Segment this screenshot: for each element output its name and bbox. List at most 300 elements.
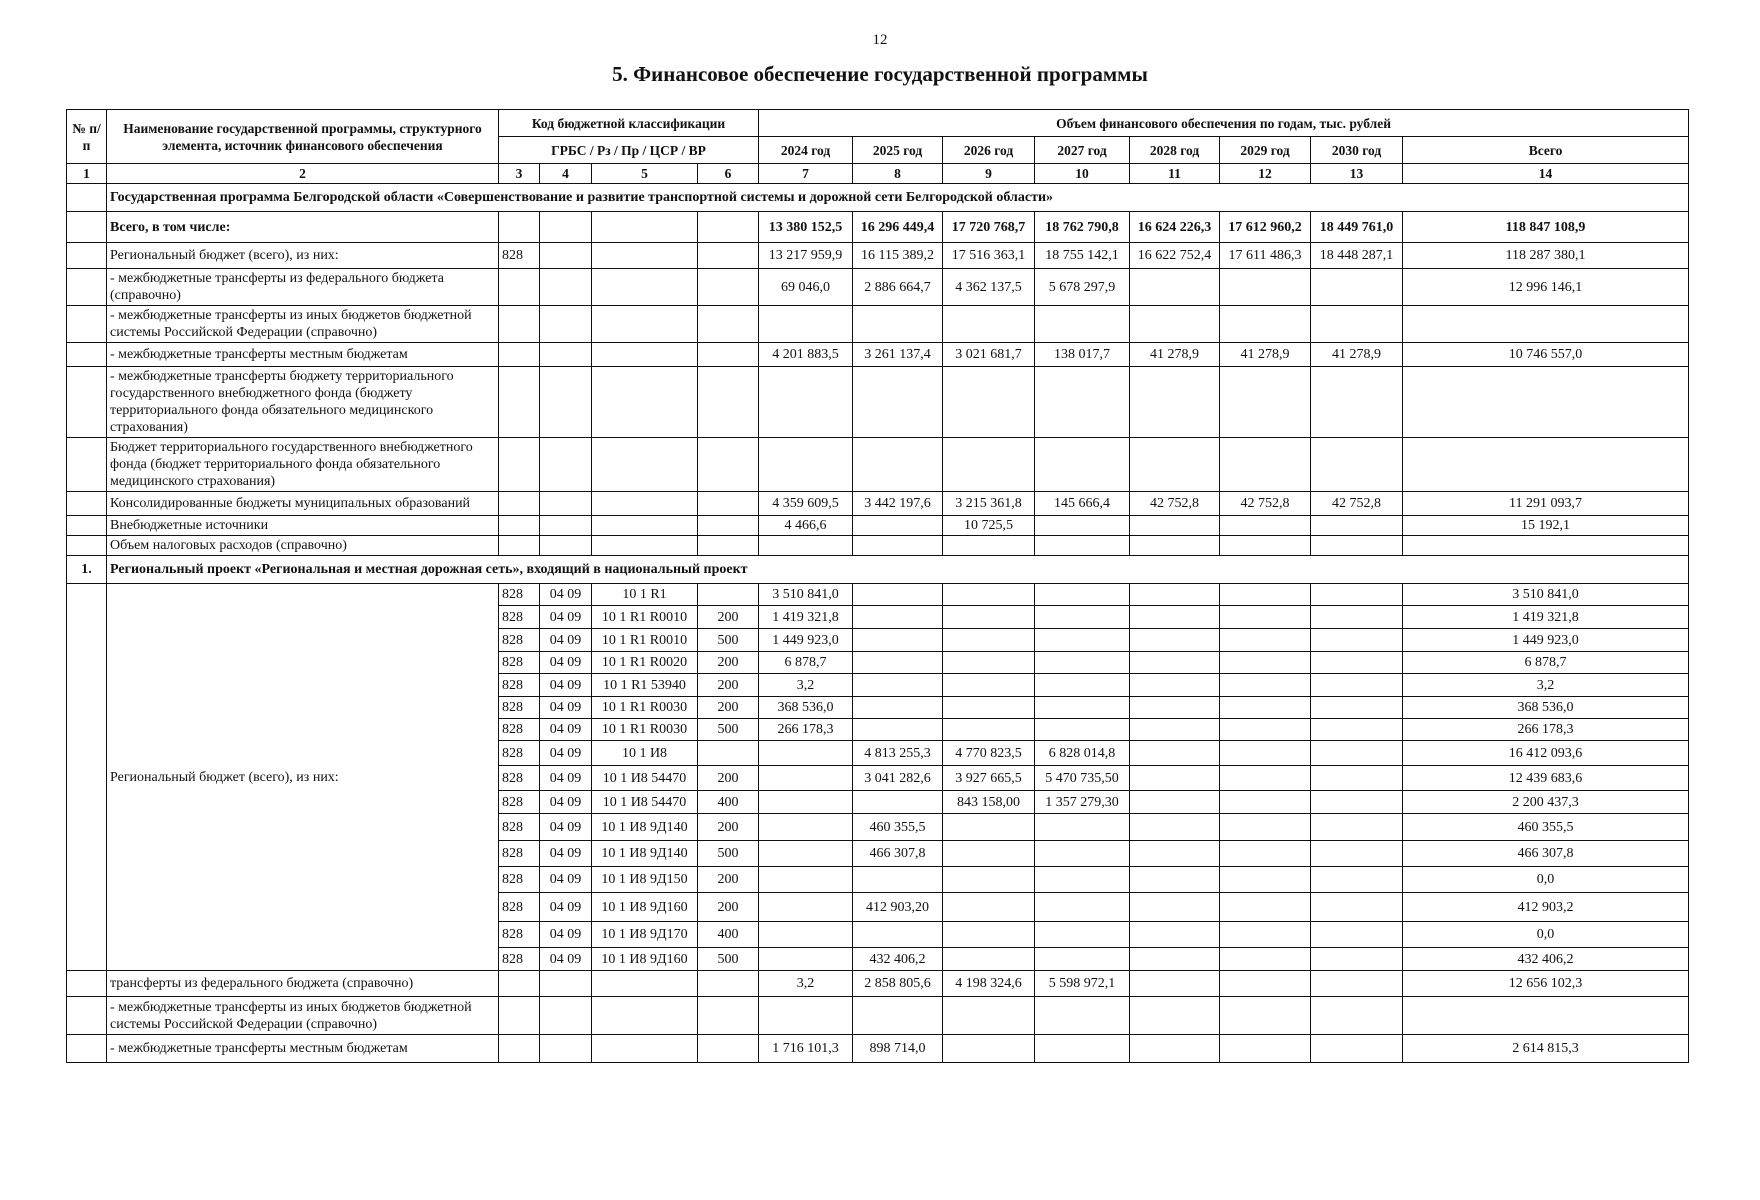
year-value-cell [1130,516,1220,536]
grbs-cell [499,269,540,306]
row-name: Консолидированные бюджеты муниципальных образований [107,492,499,516]
csr-cell: 10 1 R1 R0010 [592,606,698,629]
total-cell [1403,438,1689,492]
year-value-cell: 16 622 752,4 [1130,243,1220,269]
grbs-cell: 828 [499,674,540,697]
year-value-cell [853,997,943,1035]
csr-cell: 10 1 R1 53940 [592,674,698,697]
row-number-cell [67,438,107,492]
year-value-cell [853,791,943,814]
year-value-cell [1311,306,1403,343]
column-index: 8 [853,164,943,184]
year-value-cell [1220,741,1311,766]
year-value-cell: 16 624 226,3 [1130,212,1220,243]
year-value-cell [1220,867,1311,893]
year-value-cell: 16 115 389,2 [853,243,943,269]
csr-cell: 10 1 И8 9Д170 [592,922,698,948]
rzpr-cell [540,536,592,556]
vr-cell: 200 [698,606,759,629]
year-value-cell [1130,741,1220,766]
year-value-cell: 18 448 287,1 [1311,243,1403,269]
grbs-cell [499,1035,540,1063]
year-value-cell [1130,841,1220,867]
vr-cell [698,741,759,766]
vr-cell [698,212,759,243]
year-value-cell [853,606,943,629]
year-value-cell: 5 470 735,50 [1035,766,1130,791]
year-value-cell [943,1035,1035,1063]
rzpr-cell: 04 09 [540,629,592,652]
year-value-cell: 4 466,6 [759,516,853,536]
vr-cell: 200 [698,766,759,791]
total-cell: 266 178,3 [1403,719,1689,741]
year-value-cell: 18 762 790,8 [1035,212,1130,243]
year-value-cell [943,948,1035,971]
year-value-cell: 41 278,9 [1311,343,1403,367]
total-cell: 11 291 093,7 [1403,492,1689,516]
csr-cell [592,492,698,516]
row-name: - межбюджетные трансферты из федерального бюджета (справочно) [107,269,499,306]
rzpr-cell: 04 09 [540,893,592,922]
year-value-cell [1311,893,1403,922]
total-cell: 0,0 [1403,867,1689,893]
row-name: Объем налоговых расходов (справочно) [107,536,499,556]
year-value-cell [1311,516,1403,536]
year-value-cell: 18 755 142,1 [1035,243,1130,269]
total-cell: 432 406,2 [1403,948,1689,971]
csr-cell [592,212,698,243]
total-cell: 2 614 815,3 [1403,1035,1689,1063]
row-number-cell [67,212,107,243]
year-value-cell [853,367,943,438]
csr-cell [592,536,698,556]
rzpr-cell: 04 09 [540,948,592,971]
grbs-cell: 828 [499,841,540,867]
year-value-cell [1130,814,1220,841]
total-cell: 10 746 557,0 [1403,343,1689,367]
column-index: 9 [943,164,1035,184]
year-value-cell [1220,306,1311,343]
year-value-cell [1220,697,1311,719]
csr-cell: 10 1 R1 R0020 [592,652,698,674]
year-value-cell [759,841,853,867]
year-value-cell [943,367,1035,438]
vr-cell: 500 [698,719,759,741]
year-value-cell: 69 046,0 [759,269,853,306]
header-year: 2030 год [1311,137,1403,164]
year-value-cell [1311,814,1403,841]
vr-cell [698,1035,759,1063]
year-value-cell [853,674,943,697]
year-value-cell: 3 261 137,4 [853,343,943,367]
financing-table [66,109,1689,1063]
csr-cell: 10 1 R1 R0010 [592,629,698,652]
year-value-cell [1311,536,1403,556]
total-cell: 412 903,2 [1403,893,1689,922]
csr-cell [592,343,698,367]
year-value-cell [1311,766,1403,791]
vr-cell [698,367,759,438]
project-number: 1. [67,556,107,584]
rzpr-cell: 04 09 [540,766,592,791]
year-value-cell [1130,697,1220,719]
year-value-cell [1220,438,1311,492]
year-value-cell: 1 716 101,3 [759,1035,853,1063]
total-cell: 6 878,7 [1403,652,1689,674]
year-value-cell [943,629,1035,652]
program-title-row [67,184,1689,212]
year-value-cell [759,922,853,948]
column-index: 5 [592,164,698,184]
year-value-cell [1130,867,1220,893]
year-value-cell [759,741,853,766]
total-cell: 16 412 093,6 [1403,741,1689,766]
table-row [67,243,1689,269]
year-value-cell [1035,814,1130,841]
year-value-cell: 898 714,0 [853,1035,943,1063]
table-row [67,212,1689,243]
year-value-cell [1220,841,1311,867]
total-cell: 466 307,8 [1403,841,1689,867]
table-body [67,184,1689,1063]
header-name: Наименование государственной программы, структурного элемента, источник финансового обеспечения [107,110,499,164]
year-value-cell: 843 158,00 [943,791,1035,814]
vr-cell [698,438,759,492]
total-cell [1403,997,1689,1035]
year-value-cell [1220,629,1311,652]
total-cell: 12 996 146,1 [1403,269,1689,306]
header-code-sub: ГРБС / Рз / Пр / ЦСР / ВР [499,137,759,164]
total-cell: 118 287 380,1 [1403,243,1689,269]
grbs-cell [499,971,540,997]
year-value-cell [1130,674,1220,697]
grbs-cell: 828 [499,584,540,606]
csr-cell [592,269,698,306]
year-value-cell: 17 516 363,1 [943,243,1035,269]
year-value-cell [1311,867,1403,893]
vr-cell: 200 [698,697,759,719]
year-value-cell [1311,741,1403,766]
row-name: Региональный бюджет (всего), из них: [107,243,499,269]
table-row [67,492,1689,516]
year-value-cell [1311,948,1403,971]
year-value-cell [943,922,1035,948]
grbs-cell: 828 [499,867,540,893]
csr-cell: 10 1 И8 54470 [592,791,698,814]
grbs-cell [499,212,540,243]
column-index: 11 [1130,164,1220,184]
year-value-cell: 42 752,8 [1130,492,1220,516]
rzpr-cell: 04 09 [540,867,592,893]
row-name: Бюджет территориального государственного внебюджетного фонда (бюджет территориального фонда обязательного медицинского страхования) [107,438,499,492]
total-cell: 12 656 102,3 [1403,971,1689,997]
year-value-cell [1130,629,1220,652]
year-value-cell [1130,997,1220,1035]
row-number-cell [67,516,107,536]
csr-cell: 10 1 И8 [592,741,698,766]
year-value-cell: 266 178,3 [759,719,853,741]
csr-cell [592,1035,698,1063]
csr-cell: 10 1 И8 9Д140 [592,841,698,867]
year-value-cell [853,867,943,893]
year-value-cell [1311,606,1403,629]
year-value-cell [1220,948,1311,971]
column-index: 4 [540,164,592,184]
year-value-cell [1035,629,1130,652]
header-year: 2025 год [853,137,943,164]
header-code-group: Код бюджетной классификации [499,110,759,137]
vr-cell [698,343,759,367]
vr-cell [698,269,759,306]
year-value-cell [1311,584,1403,606]
year-value-cell [943,606,1035,629]
year-value-cell [759,814,853,841]
year-value-cell [1220,997,1311,1035]
table-row [67,997,1689,1035]
csr-cell [592,997,698,1035]
column-index: 1 [67,164,107,184]
year-value-cell [1035,997,1130,1035]
year-value-cell [1130,948,1220,971]
row-number-cell [67,306,107,343]
year-value-cell: 4 813 255,3 [853,741,943,766]
year-value-cell [1220,1035,1311,1063]
year-value-cell [1311,841,1403,867]
grbs-cell: 828 [499,948,540,971]
year-value-cell [759,997,853,1035]
rzpr-cell [540,438,592,492]
header-num: № п/п [67,110,107,164]
year-value-cell [943,997,1035,1035]
total-cell: 2 200 437,3 [1403,791,1689,814]
year-value-cell [1311,629,1403,652]
year-value-cell [759,867,853,893]
year-value-cell [1220,674,1311,697]
year-value-cell: 3 041 282,6 [853,766,943,791]
table-header [67,110,1689,184]
page-title: 5. Финансовое обеспечение государственной программы [612,62,1148,86]
row-number-cell [67,243,107,269]
row-number-cell [67,536,107,556]
vr-cell [698,997,759,1035]
year-value-cell [1311,997,1403,1035]
table-row [67,269,1689,306]
year-value-cell [1311,438,1403,492]
year-value-cell [1035,584,1130,606]
year-value-cell [1035,697,1130,719]
year-value-cell [1130,269,1220,306]
year-value-cell: 13 217 959,9 [759,243,853,269]
year-value-cell [1035,674,1130,697]
year-value-cell: 42 752,8 [1220,492,1311,516]
year-value-cell [1035,893,1130,922]
year-value-cell [1311,922,1403,948]
row-name: - межбюджетные трансферты бюджету территориального государственного внебюджетного фонда (бюджету территориального фонда обязательного медицинского страхования) [107,367,499,438]
grbs-cell: 828 [499,791,540,814]
project-title-row [67,556,1689,584]
year-value-cell [1035,719,1130,741]
vr-cell [698,306,759,343]
year-value-cell [853,306,943,343]
header-year: 2028 год [1130,137,1220,164]
year-value-cell [1130,536,1220,556]
year-value-cell [759,893,853,922]
rzpr-cell [540,243,592,269]
csr-cell [592,971,698,997]
year-value-cell [1220,584,1311,606]
row-number-cell [67,971,107,997]
year-value-cell [853,922,943,948]
row-number-cell [67,343,107,367]
year-value-cell [1311,367,1403,438]
table-row [67,971,1689,997]
total-cell [1403,367,1689,438]
year-value-cell [853,438,943,492]
year-value-cell [853,697,943,719]
year-value-cell [1035,841,1130,867]
total-cell [1403,306,1689,343]
year-value-cell [943,697,1035,719]
year-value-cell: 1 419 321,8 [759,606,853,629]
csr-cell: 10 1 R1 R0030 [592,719,698,741]
header-total: Всего [1403,137,1689,164]
rzpr-cell: 04 09 [540,674,592,697]
year-value-cell [943,814,1035,841]
csr-cell: 10 1 И8 9Д160 [592,948,698,971]
csr-cell [592,367,698,438]
year-value-cell [943,867,1035,893]
grbs-cell: 828 [499,814,540,841]
csr-cell: 10 1 И8 9Д160 [592,893,698,922]
year-value-cell [1220,536,1311,556]
year-value-cell: 3 442 197,6 [853,492,943,516]
total-cell: 368 536,0 [1403,697,1689,719]
grbs-cell [499,343,540,367]
year-value-cell: 3 510 841,0 [759,584,853,606]
year-value-cell: 13 380 152,5 [759,212,853,243]
rzpr-cell: 04 09 [540,584,592,606]
year-value-cell: 368 536,0 [759,697,853,719]
year-value-cell [853,516,943,536]
year-value-cell: 6 878,7 [759,652,853,674]
year-value-cell: 3 927 665,5 [943,766,1035,791]
year-value-cell [1130,766,1220,791]
vr-cell: 400 [698,922,759,948]
year-value-cell [853,629,943,652]
year-value-cell [1035,306,1130,343]
year-value-cell: 145 666,4 [1035,492,1130,516]
row-name: - межбюджетные трансферты из иных бюджетов бюджетной системы Российской Федерации (справочно) [107,306,499,343]
year-value-cell [1035,606,1130,629]
year-value-cell [1130,971,1220,997]
table-row [67,536,1689,556]
rzpr-cell [540,212,592,243]
year-value-cell [1035,652,1130,674]
year-value-cell [1130,367,1220,438]
year-value-cell [853,584,943,606]
year-value-cell [943,438,1035,492]
grbs-cell: 828 [499,697,540,719]
vr-cell [698,584,759,606]
row-name: трансферты из федерального бюджета (справочно) [107,971,499,997]
grbs-cell: 828 [499,741,540,766]
year-value-cell: 42 752,8 [1311,492,1403,516]
year-value-cell [1130,922,1220,948]
rzpr-cell: 04 09 [540,719,592,741]
vr-cell: 500 [698,841,759,867]
column-index: 14 [1403,164,1689,184]
total-cell: 12 439 683,6 [1403,766,1689,791]
row-name: - межбюджетные трансферты местным бюджетам [107,1035,499,1063]
row-number-cell [67,1035,107,1063]
rzpr-cell [540,367,592,438]
grbs-cell: 828 [499,652,540,674]
row-number-cell [67,997,107,1035]
rzpr-cell [540,971,592,997]
total-cell: 15 192,1 [1403,516,1689,536]
year-value-cell: 466 307,8 [853,841,943,867]
column-index: 7 [759,164,853,184]
year-value-cell: 5 678 297,9 [1035,269,1130,306]
row-number-cell [67,269,107,306]
year-value-cell: 432 406,2 [853,948,943,971]
year-value-cell: 2 886 664,7 [853,269,943,306]
year-value-cell: 4 201 883,5 [759,343,853,367]
table-row [67,343,1689,367]
header-index-row [67,164,1689,184]
year-value-cell [1035,948,1130,971]
year-value-cell [1130,438,1220,492]
column-index: 3 [499,164,540,184]
table-row [67,1035,1689,1063]
year-value-cell [759,766,853,791]
year-value-cell: 18 449 761,0 [1311,212,1403,243]
csr-cell: 10 1 И8 9Д150 [592,867,698,893]
vr-cell [698,536,759,556]
year-value-cell [759,306,853,343]
row-number-cell [67,184,107,212]
row-name: - межбюджетные трансферты местным бюджетам [107,343,499,367]
year-value-cell: 1 449 923,0 [759,629,853,652]
total-cell [1403,536,1689,556]
grbs-cell [499,492,540,516]
year-value-cell [1311,652,1403,674]
year-value-cell [943,841,1035,867]
column-index: 2 [107,164,499,184]
vr-cell: 200 [698,814,759,841]
year-value-cell: 17 611 486,3 [1220,243,1311,269]
csr-cell [592,516,698,536]
year-value-cell [1220,791,1311,814]
grbs-cell [499,306,540,343]
year-value-cell [943,584,1035,606]
header-year: 2026 год [943,137,1035,164]
column-index: 10 [1035,164,1130,184]
year-value-cell [759,536,853,556]
table-row [67,367,1689,438]
rzpr-cell: 04 09 [540,791,592,814]
grbs-cell: 828 [499,766,540,791]
grbs-cell: 828 [499,606,540,629]
vr-cell: 200 [698,652,759,674]
year-value-cell: 3 021 681,7 [943,343,1035,367]
year-value-cell [1311,1035,1403,1063]
year-value-cell [1220,516,1311,536]
row-number-cell [67,367,107,438]
year-value-cell [1311,674,1403,697]
rzpr-cell [540,269,592,306]
year-value-cell [1220,652,1311,674]
